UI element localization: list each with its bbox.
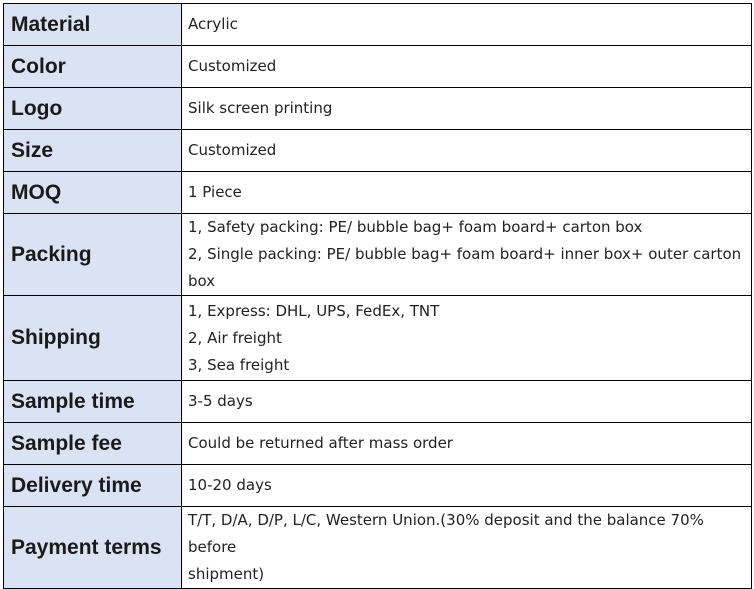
row-label: Material bbox=[4, 4, 182, 46]
row-value bbox=[182, 46, 752, 88]
row-label: Shipping bbox=[4, 296, 182, 381]
table-row-shipping bbox=[4, 296, 752, 381]
table-row-color bbox=[4, 46, 752, 88]
value-line: 2, Air freight bbox=[188, 328, 282, 347]
row-value bbox=[182, 130, 752, 172]
value-line: 1, Express: DHL, UPS, FedEx, TNT bbox=[188, 301, 440, 320]
row-label: Size bbox=[4, 130, 182, 172]
row-label: Sample fee bbox=[4, 423, 182, 465]
value-line: 3-5 days bbox=[188, 392, 253, 410]
value-line: 1 Piece bbox=[188, 183, 242, 201]
spec-table-container bbox=[3, 3, 752, 589]
row-label: Delivery time bbox=[4, 465, 182, 507]
row-value bbox=[182, 381, 752, 423]
table-row-packing bbox=[4, 214, 752, 296]
row-value bbox=[182, 4, 752, 46]
row-label: MOQ bbox=[4, 172, 182, 214]
value-line: 10-20 days bbox=[188, 476, 272, 494]
row-value bbox=[182, 172, 752, 214]
value-line: 1, Safety packing: PE/ bubble bag+ foam board+ carton box bbox=[188, 218, 643, 236]
row-value bbox=[182, 423, 752, 465]
table-row-delivery-time bbox=[4, 465, 752, 507]
table-row-material bbox=[4, 4, 752, 46]
row-label: Sample time bbox=[4, 381, 182, 423]
row-value bbox=[182, 214, 752, 296]
row-label: Payment terms bbox=[4, 507, 182, 589]
value-line: Customized bbox=[188, 141, 277, 159]
product-spec-table bbox=[3, 3, 752, 589]
value-line: 3, Sea freight bbox=[188, 355, 290, 374]
value-line: Silk screen printing bbox=[188, 99, 333, 117]
value-line: T/T, D/A, D/P, L/C, Western Union.(30% deposit and the balance 70% before bbox=[188, 511, 704, 556]
value-line: Customized bbox=[188, 57, 277, 75]
row-value bbox=[182, 507, 752, 589]
row-value bbox=[182, 465, 752, 507]
row-label: Packing bbox=[4, 214, 182, 296]
row-label: Color bbox=[4, 46, 182, 88]
table-row-size bbox=[4, 130, 752, 172]
value-line: Could be returned after mass order bbox=[188, 434, 453, 452]
value-line: shipment) bbox=[188, 565, 265, 583]
value-line: Acrylic bbox=[188, 15, 238, 33]
table-row-sample-fee bbox=[4, 423, 752, 465]
row-value bbox=[182, 88, 752, 130]
table-row-payment-terms bbox=[4, 507, 752, 589]
table-row-sample-time bbox=[4, 381, 752, 423]
row-value bbox=[182, 296, 752, 381]
table-row-moq bbox=[4, 172, 752, 214]
row-label: Logo bbox=[4, 88, 182, 130]
table-row-logo bbox=[4, 88, 752, 130]
value-line: 2, Single packing: PE/ bubble bag+ foam board+ inner box+ outer carton box bbox=[188, 245, 742, 290]
